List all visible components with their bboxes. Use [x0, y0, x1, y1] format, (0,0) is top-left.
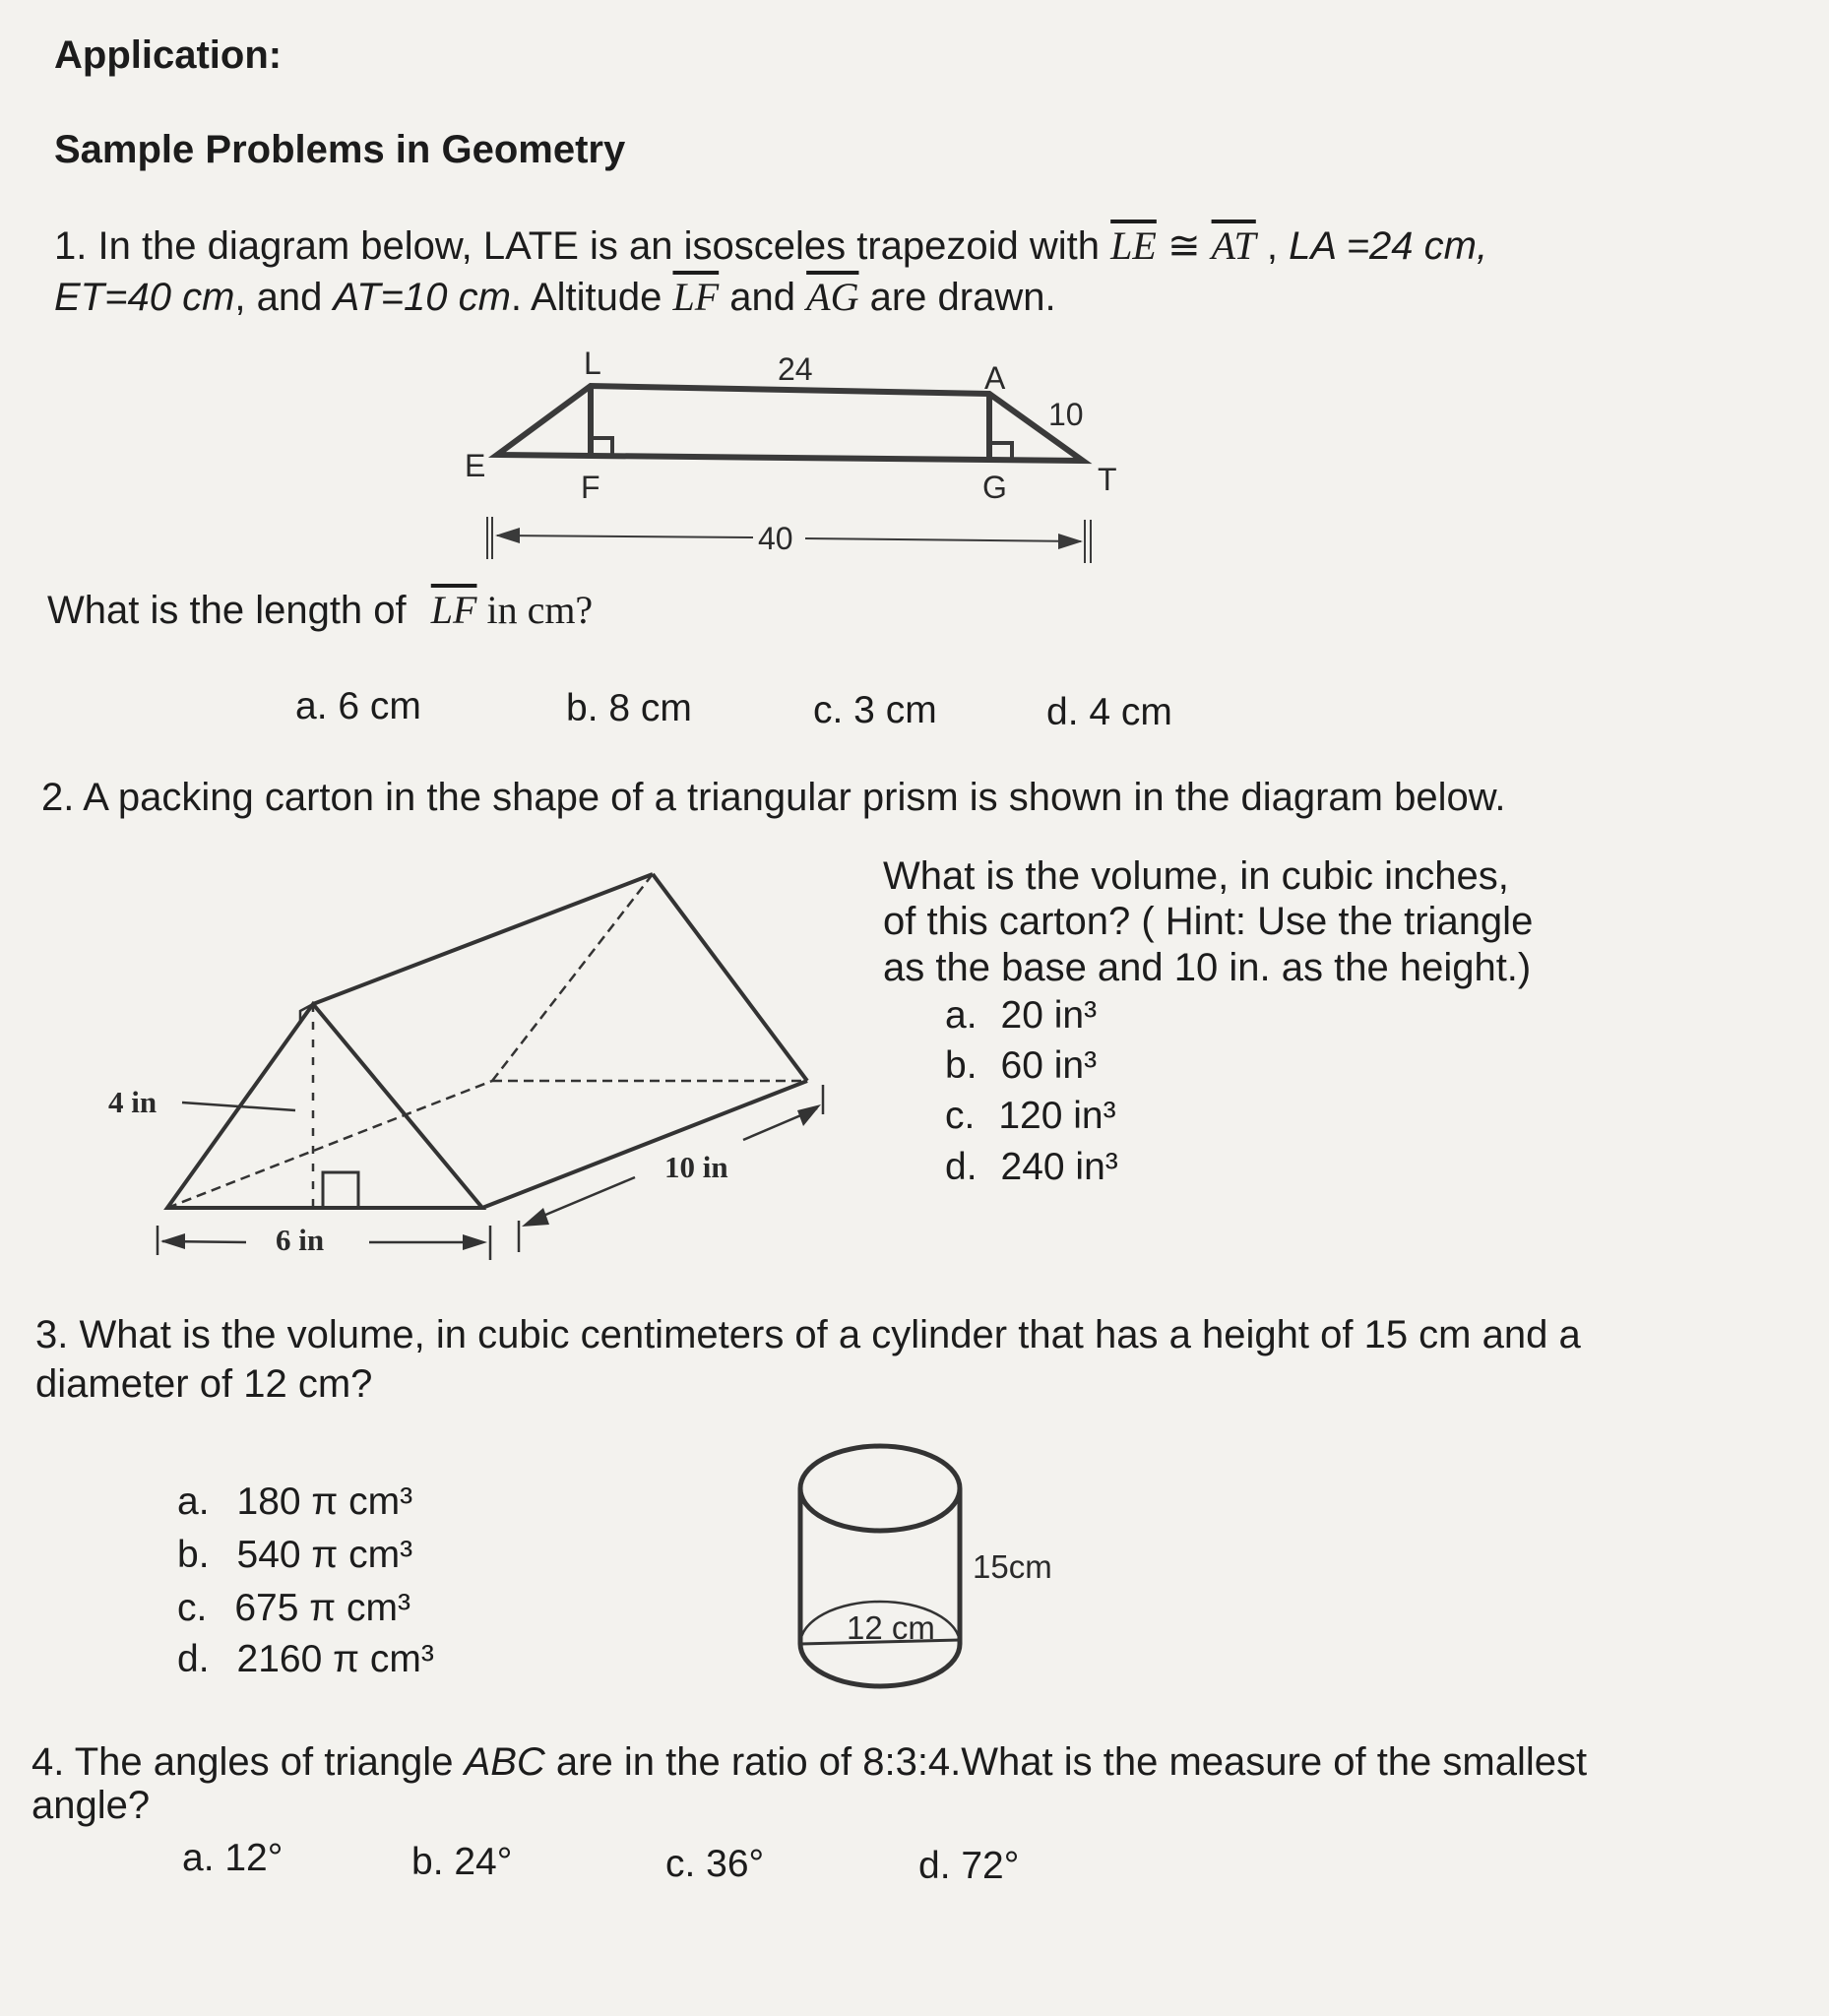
prism-length-label: 10 in — [664, 1150, 728, 1184]
q1-question-part: What is the length of — [47, 589, 417, 632]
q2-text: 2. A packing carton in the shape of a triangular prism is shown in the diagram below. — [41, 776, 1506, 819]
la-length: LA =24 cm, — [1289, 224, 1488, 268]
triangle-name: ABC — [464, 1740, 545, 1784]
q1-option-a[interactable]: a. 6 cm — [295, 685, 421, 727]
option-value: 540 π cm³ — [236, 1534, 413, 1576]
q1-option-b[interactable]: b. 8 cm — [566, 687, 692, 729]
segment-le: $\overline{LE}$ — [1110, 223, 1157, 268]
option-letter: a. — [177, 1480, 210, 1523]
option-value: 120 in³ — [998, 1095, 1116, 1137]
q4-text-line2: angle? — [32, 1784, 151, 1827]
vertex-label-l: L — [584, 346, 601, 381]
point-label-f: F — [581, 470, 600, 505]
vertex-label-e: E — [465, 448, 486, 483]
bottom-length-label: 40 — [758, 521, 793, 556]
option-letter: b. — [945, 1044, 978, 1087]
q1-option-c[interactable]: c. 3 cm — [813, 689, 937, 731]
segment-at: $\overline{AT}$ — [1211, 223, 1256, 268]
segment-lf: $\overline{LF}$ — [672, 275, 720, 319]
q1-text-part: and — [719, 276, 807, 319]
q4-option-c[interactable]: c. 36° — [665, 1843, 765, 1885]
option-letter: d. — [945, 1146, 978, 1188]
segment-lf: $\overline{LF}$ — [430, 588, 477, 632]
option-value: 675 π cm³ — [234, 1587, 410, 1629]
q1-text-part: are drawn. — [858, 276, 1056, 319]
q4-option-b[interactable]: b. 24° — [411, 1841, 513, 1883]
option-letter: c. — [945, 1095, 976, 1137]
top-length-label: 24 — [778, 351, 813, 387]
option-letter: a. — [945, 994, 978, 1037]
q1-text-part: , and — [234, 276, 334, 319]
option-letter: d. — [177, 1638, 210, 1680]
point-label-g: G — [982, 470, 1007, 505]
q2-question-line1: What is the volume, in cubic inches, — [883, 854, 1509, 898]
q1-text-part: , — [1255, 224, 1290, 268]
prism-height-label: 4 in — [108, 1085, 158, 1119]
q3-text-line2: diameter of 12 cm? — [35, 1362, 373, 1406]
option-value: 60 in³ — [1000, 1044, 1098, 1087]
q4-text-part: are in the ratio of 8:3:4.What is the measure of the smallest — [544, 1740, 1588, 1784]
cylinder-diameter-label: 12 cm — [847, 1609, 935, 1646]
q2-question-line3: as the base and 10 in. as the height.) — [883, 946, 1532, 989]
option-letter: b. — [177, 1534, 210, 1576]
cylinder-height-label: 15cm — [973, 1548, 1052, 1585]
option-value: 2160 π cm³ — [236, 1638, 434, 1680]
q1-text-part: . Altitude — [510, 276, 673, 319]
at-length: AT=10 cm — [333, 276, 511, 319]
cylinder-top — [800, 1446, 960, 1531]
q1-option-d[interactable]: d. 4 cm — [1046, 691, 1172, 733]
q2-question-line2: of this carton? ( Hint: Use the triangle — [883, 900, 1534, 943]
prism-base-label: 6 in — [276, 1223, 325, 1257]
q4-option-a[interactable]: a. 12° — [182, 1837, 284, 1879]
vertex-label-t: T — [1098, 462, 1117, 497]
option-value: 240 in³ — [1000, 1146, 1118, 1188]
q3-text-line1: 3. What is the volume, in cubic centimeters of a cylinder that has a height of 15 cm and a — [35, 1313, 1581, 1356]
q4-text-part: 4. The angles of triangle — [32, 1740, 465, 1784]
congruent-symbol: ≅ — [1156, 224, 1212, 268]
vertex-label-a: A — [984, 360, 1006, 396]
q4-option-d[interactable]: d. 72° — [918, 1845, 1020, 1887]
option-letter: c. — [177, 1587, 208, 1629]
q4-text-line1 — [32, 1740, 1587, 1785]
segment-ag: $\overline{AG}$ — [806, 275, 859, 319]
side-length-label: 10 — [1048, 397, 1084, 432]
page-subtitle: Sample Problems in Geometry — [54, 128, 626, 171]
option-value: 180 π cm³ — [236, 1480, 413, 1523]
option-value: 20 in³ — [1000, 994, 1098, 1037]
et-length: ET=40 cm — [54, 276, 235, 319]
cylinder-bottom-front — [800, 1644, 960, 1686]
section-heading: Application: — [54, 33, 283, 77]
q1-question-part: in cm? — [476, 588, 594, 632]
q1-text-part: 1. In the diagram below, LATE is an isosceles trapezoid with — [54, 224, 1111, 268]
